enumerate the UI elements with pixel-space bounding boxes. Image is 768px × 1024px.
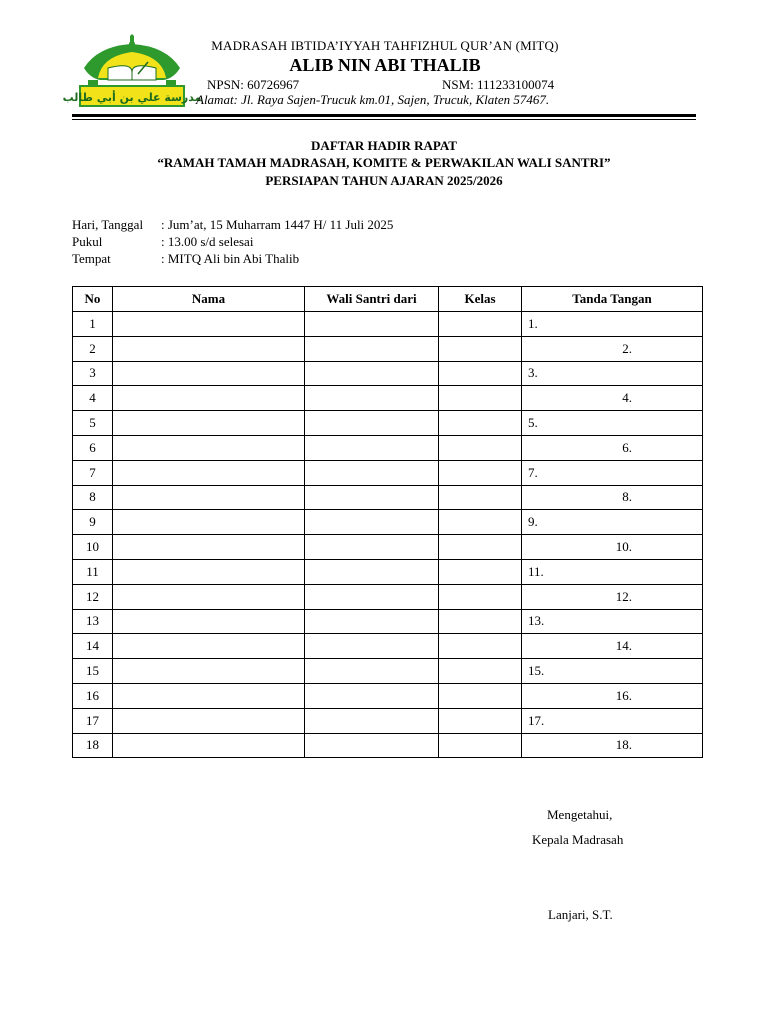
signature-cell[interactable]: 5. bbox=[522, 411, 703, 436]
nama-cell[interactable] bbox=[113, 336, 305, 361]
column-header-tanda-tangan: Tanda Tangan bbox=[522, 287, 703, 312]
row-number: 7 bbox=[73, 460, 113, 485]
signature-cell[interactable]: 1. bbox=[522, 312, 703, 337]
kelas-cell[interactable] bbox=[439, 584, 522, 609]
wali-santri-cell[interactable] bbox=[305, 485, 439, 510]
nama-cell[interactable] bbox=[113, 535, 305, 560]
row-number: 6 bbox=[73, 435, 113, 460]
signature-cell[interactable]: 7. bbox=[522, 460, 703, 485]
table-row bbox=[73, 559, 703, 584]
npsn-text: NPSN: 60726967 bbox=[207, 77, 300, 92]
row-number: 17 bbox=[73, 708, 113, 733]
nama-cell[interactable] bbox=[113, 659, 305, 684]
signature-cell[interactable]: 9. bbox=[522, 510, 703, 535]
row-number: 14 bbox=[73, 634, 113, 659]
row-number: 4 bbox=[73, 386, 113, 411]
school-name: ALIB NIN ABI THALIB bbox=[289, 55, 481, 75]
school-logo bbox=[62, 34, 202, 108]
wali-santri-cell[interactable] bbox=[305, 361, 439, 386]
info-place-label: Tempat bbox=[72, 251, 111, 266]
wali-santri-cell[interactable] bbox=[305, 683, 439, 708]
kelas-cell[interactable] bbox=[439, 435, 522, 460]
signature-cell[interactable]: 10. bbox=[522, 535, 703, 560]
nama-cell[interactable] bbox=[113, 312, 305, 337]
table-row bbox=[73, 312, 703, 337]
wali-santri-cell[interactable] bbox=[305, 435, 439, 460]
table-row bbox=[73, 683, 703, 708]
header-divider-thick bbox=[72, 114, 696, 117]
kelas-cell[interactable] bbox=[439, 411, 522, 436]
kelas-cell[interactable] bbox=[439, 361, 522, 386]
signature-cell[interactable]: 14. bbox=[522, 634, 703, 659]
row-number: 10 bbox=[73, 535, 113, 560]
wali-santri-cell[interactable] bbox=[305, 411, 439, 436]
signature-cell[interactable]: 11. bbox=[522, 559, 703, 584]
wali-santri-cell[interactable] bbox=[305, 510, 439, 535]
row-number: 13 bbox=[73, 609, 113, 634]
kelas-cell[interactable] bbox=[439, 683, 522, 708]
kelas-cell[interactable] bbox=[439, 336, 522, 361]
wali-santri-cell[interactable] bbox=[305, 460, 439, 485]
info-place-value: : MITQ Ali bin Abi Thalib bbox=[161, 251, 300, 266]
table-row bbox=[73, 708, 703, 733]
kelas-cell[interactable] bbox=[439, 460, 522, 485]
table-row bbox=[73, 336, 703, 361]
wali-santri-cell[interactable] bbox=[305, 733, 439, 758]
row-number: 12 bbox=[73, 584, 113, 609]
wali-santri-cell[interactable] bbox=[305, 659, 439, 684]
kelas-cell[interactable] bbox=[439, 535, 522, 560]
kelas-cell[interactable] bbox=[439, 485, 522, 510]
table-row bbox=[73, 435, 703, 460]
school-address: Alamat: Jl. Raya Sajen-Trucuk km.01, Sajen, Trucuk, Klaten 57467. bbox=[196, 92, 550, 107]
nama-cell[interactable] bbox=[113, 708, 305, 733]
nama-cell[interactable] bbox=[113, 634, 305, 659]
nama-cell[interactable] bbox=[113, 411, 305, 436]
signature-cell[interactable]: 6. bbox=[522, 435, 703, 460]
event-title: “RAMAH TAMAH MADRASAH, KOMITE & PERWAKILAN WALI SANTRI” bbox=[157, 155, 611, 170]
row-number: 18 bbox=[73, 733, 113, 758]
nama-cell[interactable] bbox=[113, 683, 305, 708]
signature-cell[interactable]: 4. bbox=[522, 386, 703, 411]
kelas-cell[interactable] bbox=[439, 386, 522, 411]
table-row bbox=[73, 535, 703, 560]
table-row bbox=[73, 510, 703, 535]
row-number: 15 bbox=[73, 659, 113, 684]
acknowledged-label: Mengetahui, bbox=[547, 807, 613, 822]
table-row bbox=[73, 634, 703, 659]
kelas-cell[interactable] bbox=[439, 510, 522, 535]
table-header-row bbox=[73, 287, 703, 312]
kelas-cell[interactable] bbox=[439, 634, 522, 659]
info-day-value: : Jum’at, 15 Muharram 1447 H/ 11 Juli 2025 bbox=[161, 217, 394, 232]
wali-santri-cell[interactable] bbox=[305, 584, 439, 609]
table-row bbox=[73, 411, 703, 436]
kelas-cell[interactable] bbox=[439, 312, 522, 337]
table-row bbox=[73, 485, 703, 510]
nsm-text: NSM: 111233100074 bbox=[442, 77, 555, 92]
column-header-wali-santri: Wali Santri dari bbox=[305, 287, 439, 312]
row-number: 8 bbox=[73, 485, 113, 510]
attendance-table bbox=[72, 286, 703, 758]
row-number: 9 bbox=[73, 510, 113, 535]
info-time-value: : 13.00 s/d selesai bbox=[161, 234, 254, 249]
document-title: DAFTAR HADIR RAPAT bbox=[311, 138, 457, 153]
nama-cell[interactable] bbox=[113, 435, 305, 460]
signature-cell[interactable]: 17. bbox=[522, 708, 703, 733]
kelas-cell[interactable] bbox=[439, 609, 522, 634]
logo-arabic-text: مدرسة علي بن أبي طالب bbox=[62, 91, 202, 104]
nama-cell[interactable] bbox=[113, 510, 305, 535]
nama-cell[interactable] bbox=[113, 386, 305, 411]
info-day-label: Hari, Tanggal bbox=[72, 217, 144, 232]
kelas-cell[interactable] bbox=[439, 559, 522, 584]
kelas-cell[interactable] bbox=[439, 733, 522, 758]
nama-cell[interactable] bbox=[113, 361, 305, 386]
wali-santri-cell[interactable] bbox=[305, 559, 439, 584]
signature-cell[interactable]: 16. bbox=[522, 683, 703, 708]
wali-santri-cell[interactable] bbox=[305, 708, 439, 733]
column-header-kelas: Kelas bbox=[439, 287, 522, 312]
nama-cell[interactable] bbox=[113, 485, 305, 510]
table-row bbox=[73, 460, 703, 485]
info-time-label: Pukul bbox=[72, 234, 103, 249]
row-number: 11 bbox=[73, 559, 113, 584]
wali-santri-cell[interactable] bbox=[305, 535, 439, 560]
signature-cell[interactable]: 18. bbox=[522, 733, 703, 758]
header-divider-thin bbox=[72, 119, 696, 120]
event-subtitle: PERSIAPAN TAHUN AJARAN 2025/2026 bbox=[265, 173, 503, 188]
nama-cell[interactable] bbox=[113, 733, 305, 758]
school-type-line: MADRASAH IBTIDA’IYYAH TAHFIZHUL QUR’AN (MITQ) bbox=[211, 38, 559, 53]
table-row bbox=[73, 361, 703, 386]
row-number: 5 bbox=[73, 411, 113, 436]
wali-santri-cell[interactable] bbox=[305, 609, 439, 634]
signature-cell[interactable]: 2. bbox=[522, 336, 703, 361]
kelas-cell[interactable] bbox=[439, 659, 522, 684]
nama-cell[interactable] bbox=[113, 609, 305, 634]
column-header-no: No bbox=[73, 287, 113, 312]
headmaster-title: Kepala Madrasah bbox=[532, 832, 624, 847]
nama-cell[interactable] bbox=[113, 584, 305, 609]
wali-santri-cell[interactable] bbox=[305, 386, 439, 411]
signature-cell[interactable]: 3. bbox=[522, 361, 703, 386]
signature-cell[interactable]: 15. bbox=[522, 659, 703, 684]
signature-cell[interactable]: 13. bbox=[522, 609, 703, 634]
table-row bbox=[73, 609, 703, 634]
nama-cell[interactable] bbox=[113, 460, 305, 485]
attendance-table-body bbox=[73, 312, 703, 758]
row-number: 16 bbox=[73, 683, 113, 708]
row-number: 3 bbox=[73, 361, 113, 386]
wali-santri-cell[interactable] bbox=[305, 312, 439, 337]
table-row bbox=[73, 733, 703, 758]
signature-cell[interactable]: 8. bbox=[522, 485, 703, 510]
kelas-cell[interactable] bbox=[439, 708, 522, 733]
table-row bbox=[73, 659, 703, 684]
table-row bbox=[73, 386, 703, 411]
nama-cell[interactable] bbox=[113, 559, 305, 584]
table-row bbox=[73, 584, 703, 609]
wali-santri-cell[interactable] bbox=[305, 336, 439, 361]
signature-cell[interactable]: 12. bbox=[522, 584, 703, 609]
headmaster-name: Lanjari, S.T. bbox=[548, 907, 613, 922]
row-number: 2 bbox=[73, 336, 113, 361]
wali-santri-cell[interactable] bbox=[305, 634, 439, 659]
row-number: 1 bbox=[73, 312, 113, 337]
column-header-nama: Nama bbox=[113, 287, 305, 312]
